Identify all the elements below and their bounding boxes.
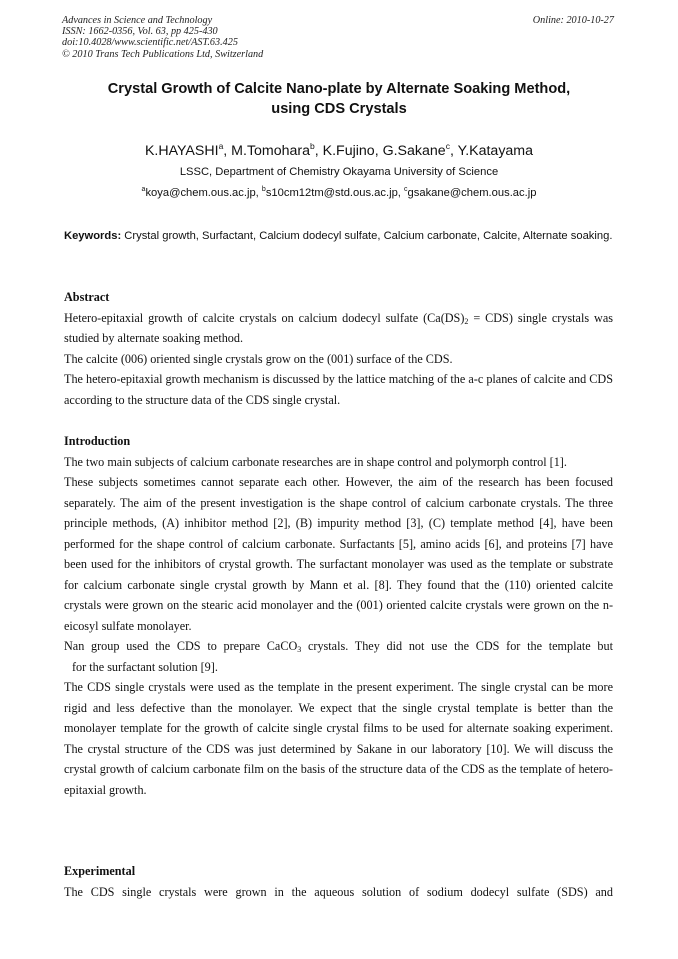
author-2: , M.Tomohara (223, 143, 311, 159)
introduction-section (64, 431, 613, 800)
issn-line: ISSN: 1662-0356, Vol. 63, pp 425-430 (62, 26, 218, 38)
keywords (64, 226, 613, 247)
author-2-sup: b (310, 141, 315, 151)
author-1: K.HAYASHI (144, 143, 219, 159)
abstract-section (64, 287, 613, 410)
keywords-label: Keywords: (64, 230, 122, 242)
email-sup-a: a (141, 186, 146, 193)
journal-header (62, 15, 263, 60)
experimental-heading: Experimental (64, 864, 136, 878)
author-4: , Y.Katayama (449, 143, 534, 159)
affiliation: LSSC, Department of Chemistry Okayama University of Science (179, 166, 499, 178)
email-sup-c: c (404, 186, 408, 193)
author-3-sup: c (445, 141, 450, 151)
email-b: s10cm12tm@std.ous.ac.jp, (265, 187, 405, 199)
intro-p3-subscript: 3 (297, 645, 302, 654)
abstract-paragraph-1 (64, 308, 613, 349)
copyright-line: © 2010 Trans Tech Publications Ltd, Switzerland (62, 48, 264, 60)
abstract-p1-text-a: Hetero-epitaxial growth of calcite crystals on calcium dodecyl sulfate (Ca(DS) (64, 310, 465, 325)
author-list (40, 141, 638, 161)
abstract-p1-subscript: 2 (464, 316, 469, 326)
intro-paragraph-1: The two main subjects of calcium carbonate researches are in shape control and polymorph control [1]. (64, 454, 567, 469)
abstract-heading: Abstract (64, 290, 110, 304)
paper-title (40, 79, 638, 119)
abstract-p1-text-b: = CDS) single crystals was studied by alternate soaking method. (64, 310, 613, 345)
intro-paragraph-2: These subjects sometimes cannot separate each other. However, the aim of the research has been focused separately. The aim of the present investigation is the shape control of calcium carbonate crystals. The three principle methods, (A) inhibitor method [2], (B) impurity method [3], (C) template method [4], have been performed for the shape control of calcium carbonate. Surfactants [5], amino acids [6], and proteins [7] have been used for the inhibitors of crystal growth. The surfactant monolayer was used as the template or substrate for calcium carbonate single crystal growth by Mann et al. [8]. They found that the (110) oriented calcite crystals were grown on the stearic acid monolayer and the (001) oriented calcite crystals were grown on the n-eicosyl sulfate monolayer. (64, 475, 613, 633)
author-1-sup: a (218, 141, 224, 151)
title-line-2: using CDS Crystals (271, 101, 407, 117)
keywords-text: Crystal growth, Surfactant, Calcium dodecyl sulfate, Calcium carbonate, Calcite, Alternate soaking. (121, 230, 613, 242)
abstract-paragraph-3: The hetero-epitaxial growth mechanism is discussed by the lattice matching of the a-c planes of calcite and CDS according to the structure data of the CDS single crystal. (64, 372, 613, 407)
intro-paragraph-4: The CDS single crystals were used as the template in the present experiment. The single crystal can be more rigid and less defective than the monolayer. We expect that the single crystal template is better than the monolayer template for the growth of calcite single crystal films to be used for alternate soaking experiment. The crystal structure of the CDS was just determined by Sakane in our laboratory [10]. We will discuss the crystal growth of calcium carbonate film on the basis of the structure data of the CDS as the template of hetero-epitaxial growth. (64, 680, 613, 797)
author-3: , K.Fujino, G.Sakane (314, 143, 446, 159)
online-date: Online: 2010-10-27 (532, 15, 614, 26)
title-line-1: Crystal Growth of Calcite Nano-plate by Alternate Soaking Method, (107, 81, 571, 97)
email-sup-b: b (261, 186, 266, 193)
abstract-paragraph-2: The calcite (006) oriented single crystals grow on the (001) surface of the CDS. (64, 351, 453, 366)
introduction-heading: Introduction (64, 434, 131, 448)
intro-paragraph-3-line-1 (64, 636, 613, 657)
intro-paragraph-3-line-2: for the surfactant solution [9]. (72, 659, 218, 674)
intro-p3-text-b: crystals. They did not use the CDS for the template but (301, 639, 613, 653)
intro-p3-text-a: Nan group used the CDS to prepare CaCO (64, 639, 298, 653)
author-emails (40, 185, 638, 201)
experimental-paragraph-1: The CDS single crystals were grown in the aqueous solution of sodium dodecyl sulfate (SDS) and (64, 884, 613, 899)
email-a: koya@chem.ous.ac.jp, (145, 187, 262, 199)
journal-name: Advances in Science and Technology (62, 15, 213, 26)
experimental-section (64, 861, 613, 902)
doi-line: doi:10.4028/www.scientific.net/AST.63.425 (62, 37, 238, 49)
email-c: gsakane@chem.ous.ac.jp (407, 187, 537, 199)
